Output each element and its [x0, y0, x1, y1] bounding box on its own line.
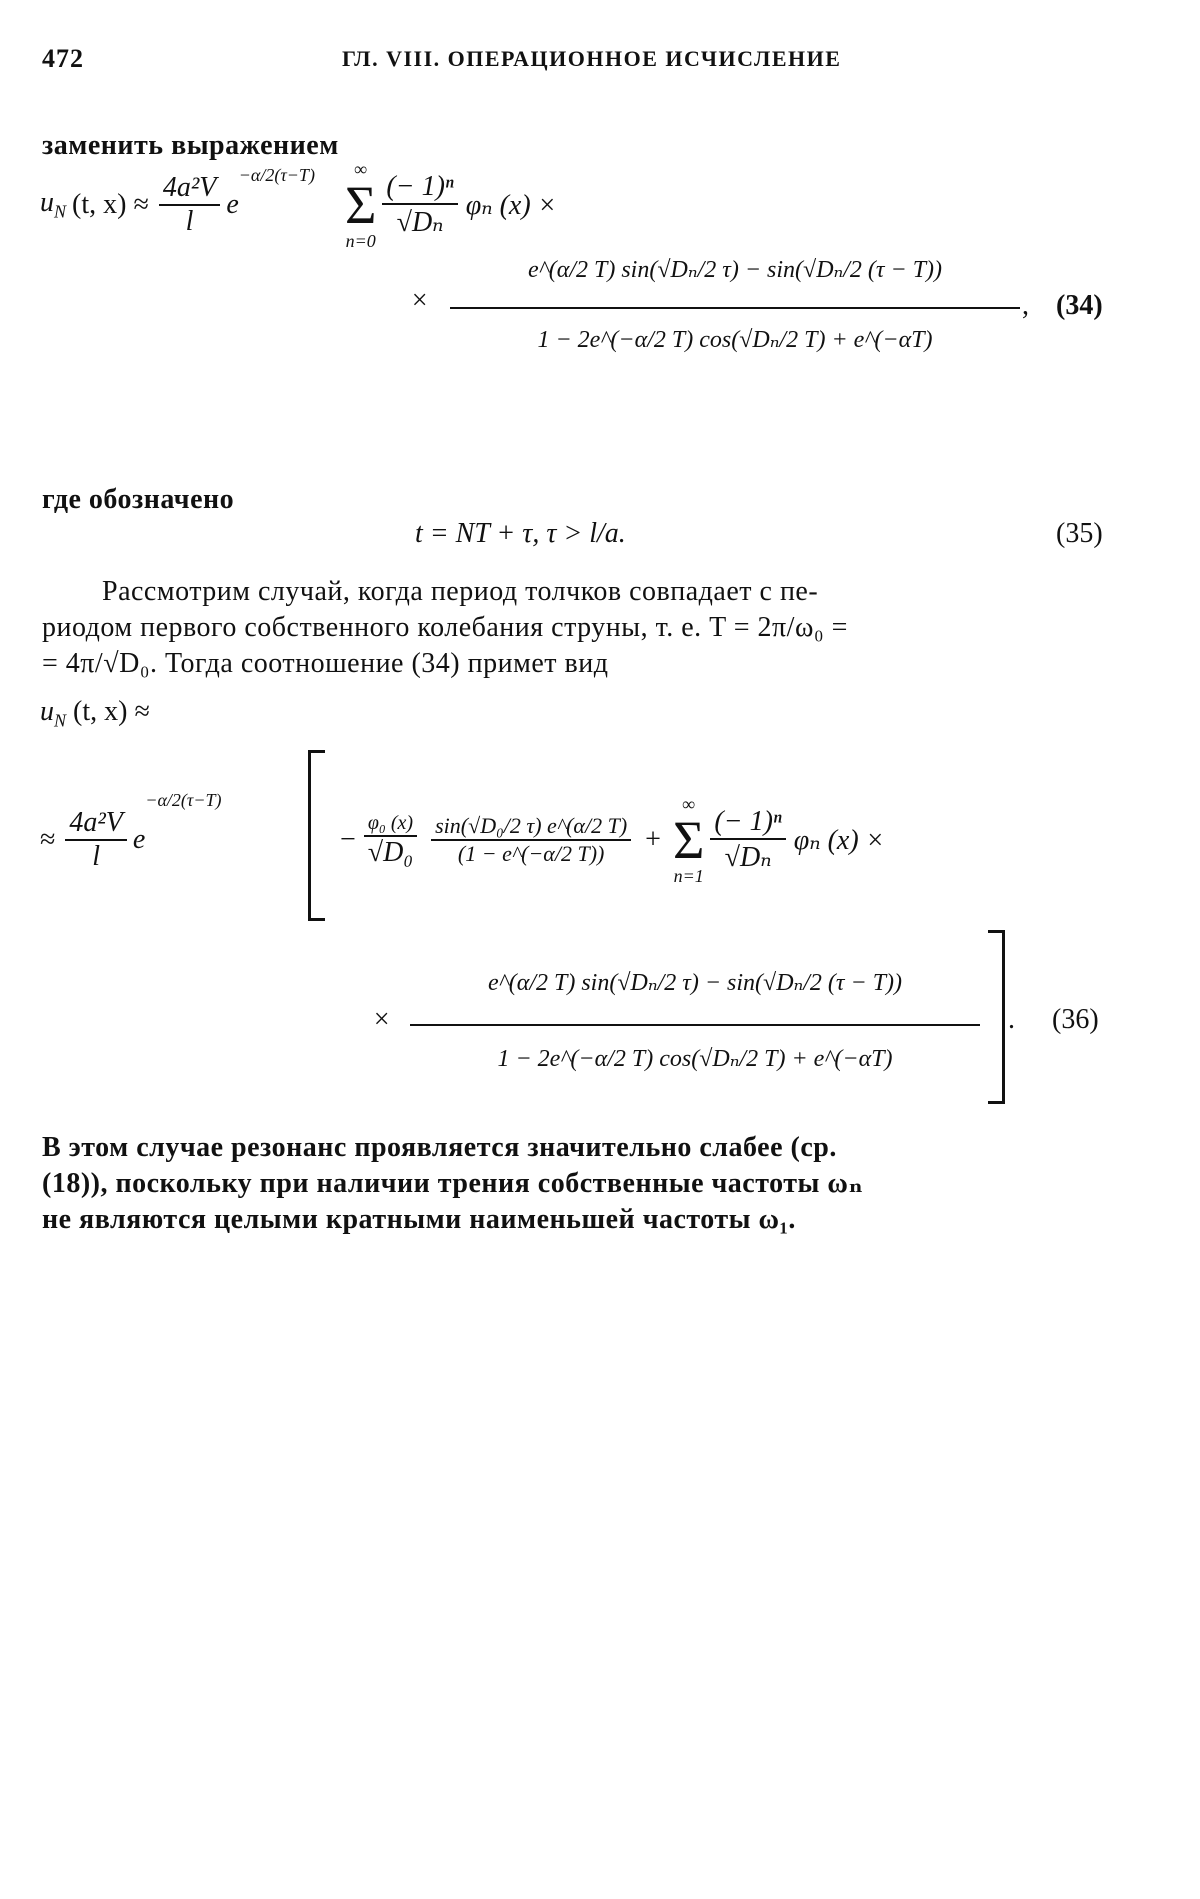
- equation-36-line1: ≈ $\frac{\text{4a²V}}{l}$ e −α/2(τ−T): [40, 790, 222, 872]
- eq36-sum: ∞ Σ n=1: [672, 794, 705, 886]
- right-bracket: [988, 930, 1005, 1104]
- eq34-coefficient: $\frac{\text{4a²V}}{l}$: [159, 172, 221, 238]
- equation-35: t = NT + τ, τ > l/a.: [415, 518, 626, 549]
- para1-line3: = 4π/√D₀. Тогда соотношение (34) примет вид: [42, 648, 609, 679]
- equation-34-fraction: [450, 257, 1020, 395]
- eq34-big-numerator: e^(α/2 T) sin(√Dₙ/2 τ) − sin(√Dₙ/2 (τ − T)): [527, 257, 943, 283]
- eq34-comma: ,: [1022, 290, 1029, 321]
- running-head: ГЛ. VIII. ОПЕРАЦИОННОЕ ИСЧИСЛЕНИЕ: [342, 46, 842, 71]
- eq34-fraction-bar: [450, 307, 1020, 309]
- eq34-times: ×: [410, 285, 429, 316]
- para1-line1: Рассмотрим случай, когда период толчков совпадает с пе-: [102, 576, 819, 607]
- eq36-term: $\frac{\text{(− 1)ⁿ}}{\text{√Dₙ}}$: [710, 806, 785, 874]
- eq36-label: (36): [1052, 1004, 1099, 1035]
- para2-line2: (18)), поскольку при наличии трения собственные частоты ωₙ: [42, 1168, 864, 1199]
- eq34-lhs: $u_N$: [40, 187, 67, 222]
- eq36-big-numerator: e^(α/2 T) sin(√Dₙ/2 τ) − sin(√Dₙ/2 (τ − T)): [487, 970, 903, 996]
- eq36-exponent: −α/2(τ−T): [145, 790, 222, 810]
- eq36-sin-fraction: $\frac{\text{sin(√D₀/2 τ) e\textasciicircum{}(α/2 T)}}{(1 - e\^{}(-\alpha/2 T))}$: [431, 813, 631, 867]
- para2-line3: не являются целыми кратными наименьшей частоты ω₁.: [42, 1204, 796, 1235]
- eq36-phi: φₙ (x) ×: [793, 825, 885, 856]
- eq36-big-denominator: 1 − 2e^(−α/2 T) cos(√Dₙ/2 T) + e^(−αT): [497, 1046, 893, 1072]
- eq34-term: $\frac{\text{(− 1)ⁿ}}{\text{√Dₙ}}$: [382, 171, 457, 239]
- eq34-exponent: −α/2(τ−T): [238, 165, 315, 185]
- page-header: [42, 44, 1122, 84]
- eq34-args: (t, x) ≈: [72, 189, 149, 220]
- eq36-phi0: $\frac{\text{φ₀ (x)}}{\text{√D₀}}$: [364, 812, 417, 869]
- eq36-coefficient: $\frac{\text{4a²V}}{l}$: [65, 807, 127, 873]
- eq36-fraction-bar: [410, 1024, 980, 1026]
- where-text: где обозначено: [42, 484, 235, 515]
- eq36-times: ×: [372, 1004, 391, 1035]
- eq34-phi: φₙ (x) ×: [465, 190, 557, 221]
- eq36-lhs: $u_N$ (t, x) ≈: [40, 696, 150, 731]
- equation-36-bracket-content: − $\frac{\text{φ₀ (x)}}{\text{√D₀}}$ $\frac{\text{sin(√D₀/2 τ) e\textasciicircum{}(α/2 T)}}{(1 - e\^{}(-\alpha/2 T))}$ + ∞ Σ n=1 $\frac{\text{(− 1)ⁿ}}{\text{√Dₙ}}$ φₙ (x) ×: [340, 794, 885, 886]
- para1-line2: риодом первого собственного колебания струны, т. е. T = 2π/ω₀ =: [42, 612, 848, 643]
- eq34-sum: ∞ Σ n=0: [344, 159, 377, 251]
- eq35-label: (35): [1056, 518, 1103, 549]
- equation-36-fraction: [410, 970, 980, 1114]
- para2-line1: В этом случае резонанс проявляется значительно слабее (ср.: [42, 1132, 837, 1163]
- intro-text: заменить выражением: [42, 130, 339, 161]
- paragraph-1: [42, 574, 1122, 682]
- page-number: 472: [42, 44, 84, 73]
- equation-34-line1: $u_N$ (t, x) ≈ $\frac{\text{4a²V}}{l}$ e −α/2(τ−T) ∞ Σ n=0 $\frac{\text{(− 1)ⁿ}}{\text{√Dₙ}}$ φₙ (x) ×: [40, 159, 557, 251]
- eq36-approx: ≈: [40, 824, 56, 855]
- left-bracket: [308, 750, 325, 921]
- eq36-period: .: [1008, 1004, 1015, 1035]
- eq36-plus: +: [645, 824, 661, 855]
- eq34-label: (34): [1056, 290, 1103, 321]
- paragraph-2: [42, 1130, 1122, 1238]
- eq34-big-denominator: 1 − 2e^(−α/2 T) cos(√Dₙ/2 T) + e^(−αT): [537, 327, 933, 353]
